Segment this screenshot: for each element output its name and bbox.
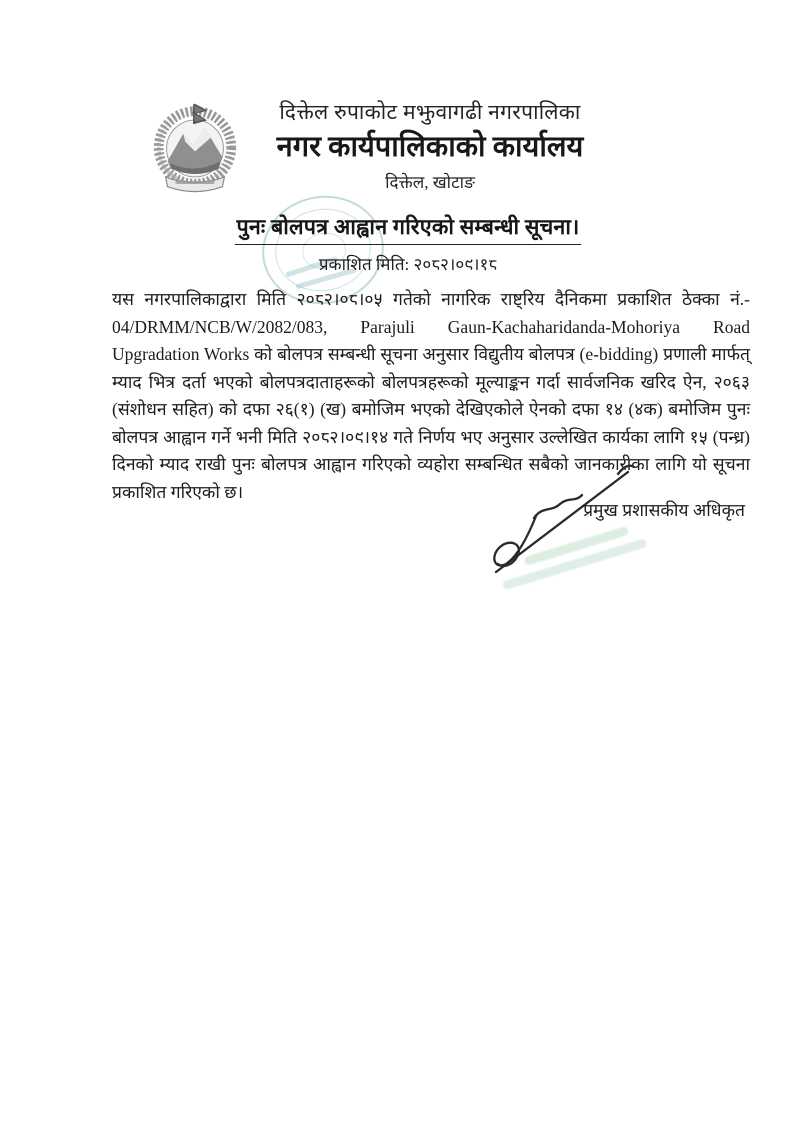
notice-title: पुनः बोलपत्र आह्वान गरिएको सम्बन्धी सूचना।: [235, 212, 582, 245]
signature-designation: प्रमुख प्रशासकीय अधिकृत: [583, 500, 745, 520]
published-date-line: [20, 252, 796, 275]
notice-body: यस नगरपालिकाद्वारा मिति २०८२।०८।०५ गतेको नागरिक राष्ट्रिय दैनिकमा प्रकाशित ठेक्का नं.- 04/DRMM/NCB/W/2082/083, Parajuli Gaun-Kachaharidanda-Mohoriya Road Upgradation Works को बोलपत्र सम्बन्धी सूचना अनुसार विद्युतीय बोलपत्र (e-bidding) प्रणाली मार्फत् म्याद भित्र दर्ता भएको बोलपत्रदाताहरूको बोलपत्रहरूको मूल्याङ्कन गर्दा सार्वजनिक खरिद ऐन, २०६३ (संशोधन सहित) को दफा २६(१) (ख) बमोजिम भएको देखिएकोले ऐनको दफा १४ (४क) बमोजिम पुनः बोलपत्र आह्वान गर्ने भनी मिति २०८२।०९।१४ गते निर्णय भए अनुसार उल्लेखित कार्यका लागि १५ (पन्ध्र) दिनको म्याद राखी पुनः बोलपत्र आह्वान गरिएको व्यहोरा सम्बन्धित सबैको जानकारीका लागि यो सूचना प्रकाशित गरिएको छ।: [112, 289, 750, 502]
header-municipality-name: दिक्तेल रुपाकोट मझुवागढी नगरपालिका: [279, 100, 581, 124]
header-address: दिक्तेल, खोटाङ: [385, 173, 475, 193]
published-date-label: प्रकाशित मिति:: [318, 255, 410, 274]
header-office-name: नगर कार्यपालिकाको कार्यालय: [276, 131, 584, 164]
published-date-value: २०८२।०९।१८: [413, 255, 498, 274]
letterhead: [120, 100, 740, 193]
